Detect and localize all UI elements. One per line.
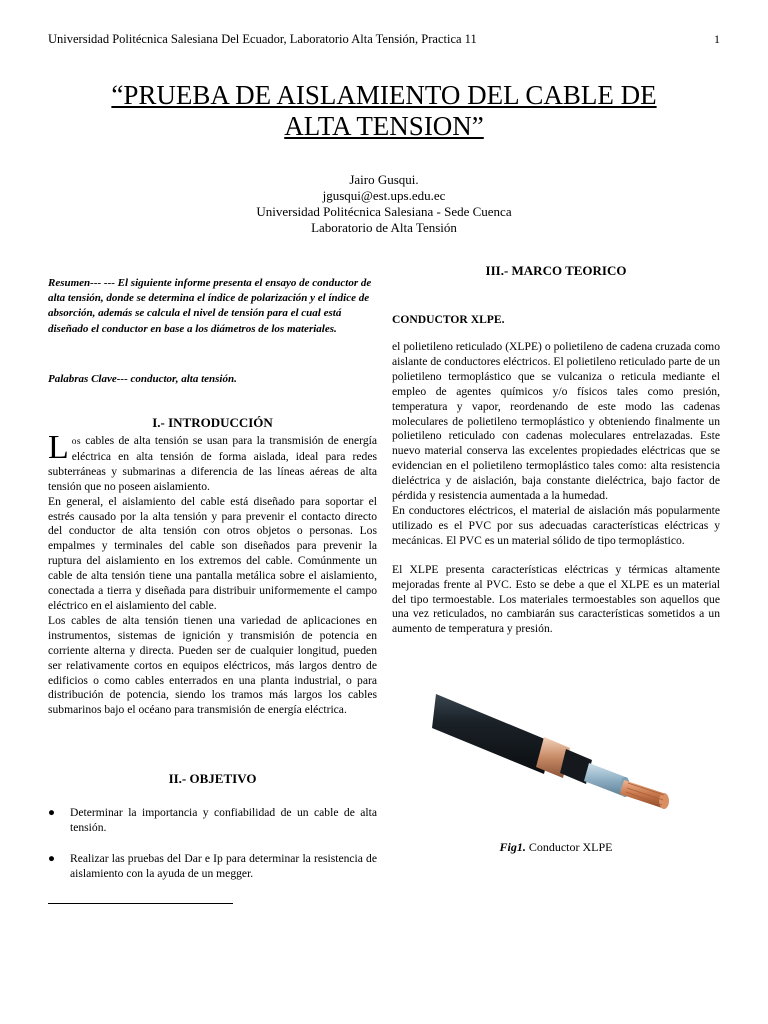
section-heading-theory: III.- MARCO TEORICO (485, 263, 627, 278)
paper-title-line-1: “PRUEBA DE AISLAMIENTO DEL CABLE DE (111, 80, 657, 110)
author-affiliation: Universidad Politécnica Salesiana - Sede Cuenca (256, 204, 512, 219)
section-heading-introduction: I.- INTRODUCCIÓN (152, 415, 273, 430)
list-item-text: Realizar las pruebas del Dar e Ip para determinar la resistencia de aislamiento con la ayuda de un megger. (70, 852, 377, 880)
list-item (48, 852, 377, 881)
figure-caption (392, 840, 720, 855)
figure-label: Fig1. (499, 840, 526, 854)
footnote-divider (48, 903, 233, 904)
objective-list (48, 806, 377, 898)
keywords: Palabras Clave--- conductor, alta tensión. (48, 373, 237, 385)
figure-caption-text: Conductor XLPE (525, 840, 613, 854)
copper-conductor (620, 780, 669, 809)
bullet-icon: ● (48, 806, 56, 819)
running-header: Universidad Politécnica Salesiana Del Ecuador, Laboratorio Alta Tensión, Practica 11 (48, 32, 477, 46)
paper-title (60, 80, 708, 142)
introduction-body (48, 429, 377, 718)
page-number: 1 (714, 32, 720, 46)
theory-paragraph-3: El XLPE presenta características eléctricas y térmicas altamente mejoradas frente al PVC. Esto se debe a que el XLPE es un material del tipo termoestable. Los materiales termoestables son aquellos que una vez reticulados, no cambiarán sus características sometidos a un aumento de temperatura y presión. (392, 562, 720, 636)
list-item-text: Determinar la importancia y confiabilidad de un cable de alta tensión. (70, 806, 377, 834)
list-item (48, 806, 377, 835)
author-lab: Laboratorio de Alta Tensión (311, 220, 457, 235)
theory-paragraph-2: En conductores eléctricos, el material de aislación más popularmente utilizado es el PVC por sus adecuadas características eléctricas y mecánicas. El PVC es un material sólido de tipo termoplástico. (392, 503, 720, 547)
xlpe-cable-illustration (432, 684, 682, 814)
drop-cap: L (48, 429, 69, 466)
theory-paragraph-1: el polietileno reticulado (XLPE) o polietileno de cadena cruzada como aislante de conductores eléctricos. El polietileno reticulado parte de un polietileno termoplástico que se vulcaniza o reticula mediante el empleo de agentes químicos y/o físicos tales como presión, temperatura y vapor, reordenando de este modo las cadenas moleculares de polietileno termoplástico y obteniendo finalmente un polietileno reticulado con cadenas moleculares entrelazadas. Este nuevo material conserva las excelentes propiedades eléctricas que se evidencian en el polietileno termoplástico tales como: alta resistencia dieléctrica y de aislación, baja constante dieléctrica, bajo factor de pérdida y resistencia aumentada a la humedad. (392, 340, 720, 503)
bullet-icon: ● (48, 852, 56, 865)
paper-title-line-2: ALTA TENSION” (284, 111, 484, 141)
theory-body (392, 340, 720, 637)
abstract: Resumen--- --- El siguiente informe presenta el ensayo de conductor de alta tensión, donde se determina el índice de polarización y el índice de absorción, además se calcula el nivel de tensión para el cual está diseñado el conductor en base a los diámetros de los materiales. (48, 277, 372, 335)
small-caps-word: os (71, 437, 81, 447)
author-block (84, 172, 684, 236)
introduction-paragraph-3: Los cables de alta tensión tienen una variedad de aplicaciones en instrumentos, sistemas de ignición y transmisión de potencia en corriente alterna y directa. Pueden ser de cualquier longitud, pueden ser relativamente cortos en equipos eléctricos, más largos dentro de edificios o como cables enterrados en una planta industrial, o para distribución de potencia, siendo los tramos más largos los cables submarinos bajo el océano para transmisión de energía eléctrica. (48, 613, 377, 717)
author-name: Jairo Gusqui. (349, 172, 419, 187)
section-heading-objective: II.- OBJETIVO (168, 771, 257, 786)
introduction-paragraph-1 (48, 429, 377, 495)
author-email: jgusqui@est.ups.edu.ec (322, 188, 446, 203)
introduction-paragraph-2: En general, el aislamiento del cable está diseñado para soportar el estrés causado por la alta tensión y para prevenir el contacto directo del conductor de alta tensión con otros objetos o personas. Los empalmes y terminales del cable son diseñados para prevenir la ruptura del aislamiento en los extremos del cable. Comúnmente un cable de alta tensión tiene una pantalla metálica sobre el aislamiento, conectada a tierra y diseñada para distribuir uniformemente el campo eléctrico en el aislamiento del cable. (48, 494, 377, 612)
cable-jacket (432, 694, 552, 774)
subsection-heading-xlpe: CONDUCTOR XLPE. (392, 313, 505, 326)
introduction-paragraph-1-text: cables de alta tensión se usan para la transmisión de energía eléctrica en alta tensión de forma aislada, ideal para redes subterráneas y submarinas a diferencia de las líneas aéreas de alta tensión que no poseen aislamiento. (48, 434, 377, 493)
